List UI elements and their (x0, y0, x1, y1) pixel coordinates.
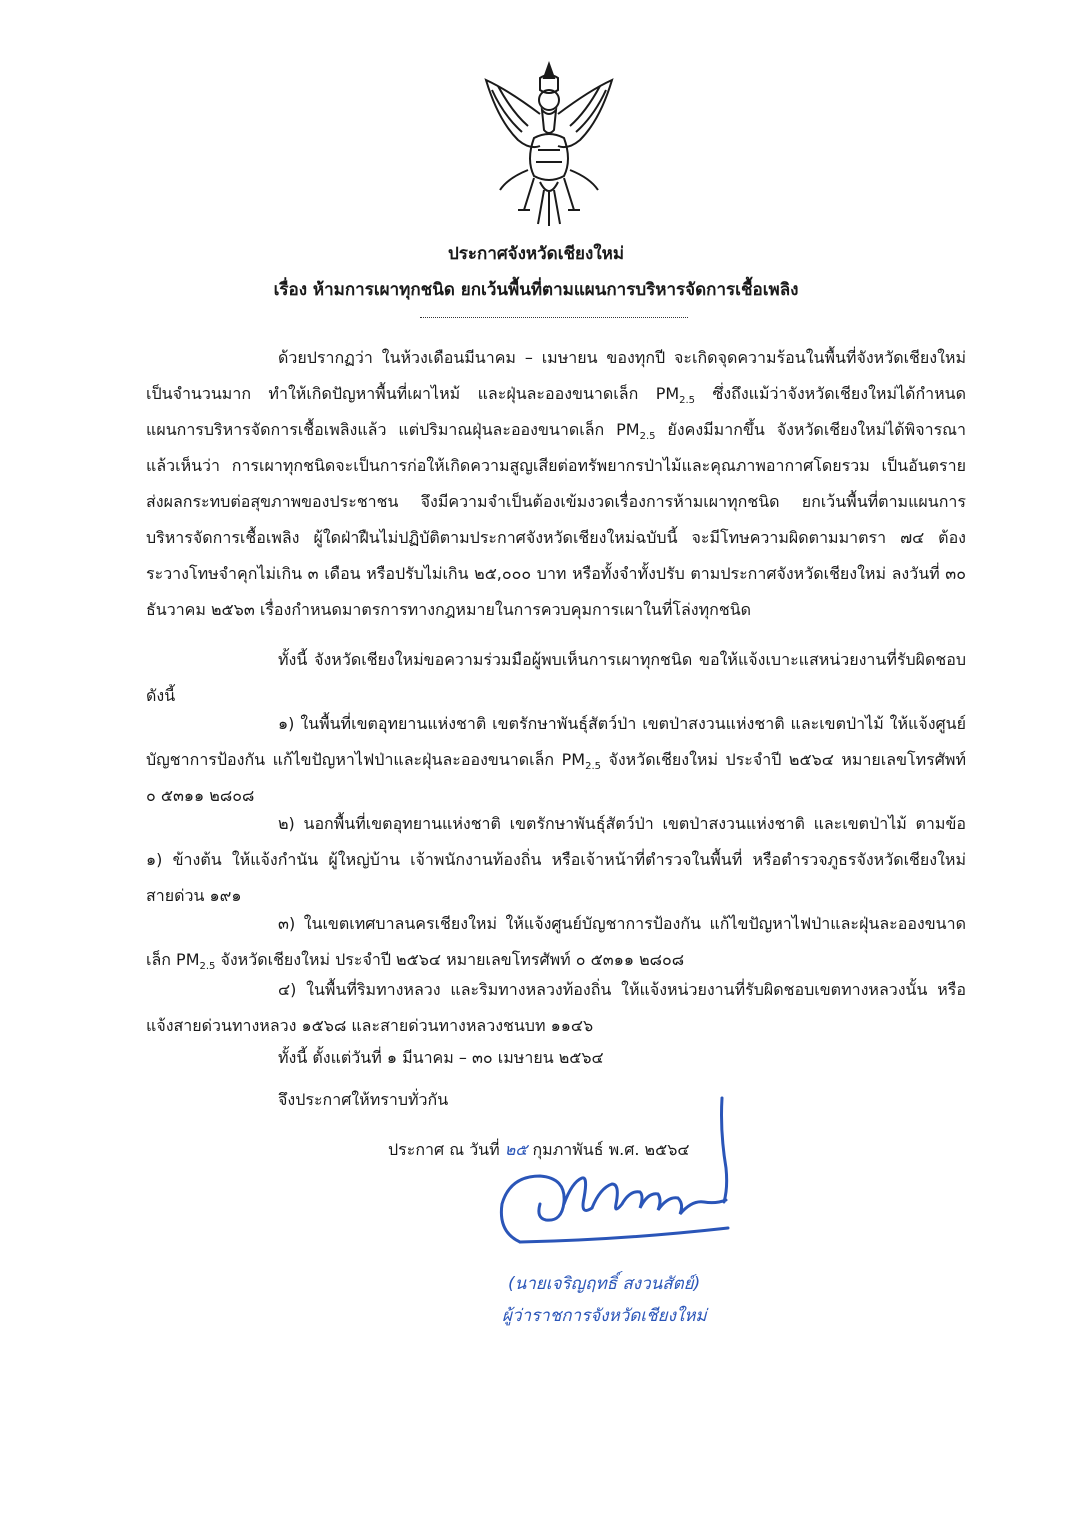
announcement-subject: เรื่อง ห้ามการเผาทุกชนิด ยกเว้นพื้นที่ตามแผนการบริหารจัดการเชื้อเพลิง (273, 280, 799, 300)
effective-period (146, 1040, 966, 1076)
p1-text-b: ซึ่งถึงแม้ว่าจังหวัดเชียงใหม่ได้กำหนดแผนการบริหารจัดการเชื้อเพลิงแล้ว แต่ปริมาณฝุ่นละอองขนาดเล็ก (146, 384, 966, 439)
governor-position: ผู้ว่าราชการจังหวัดเชียงใหม่ (502, 1306, 707, 1326)
list-item-1 (146, 706, 966, 814)
dotted-divider (420, 317, 688, 318)
item1-text-b: จังหวัดเชียงใหม่ ประจำปี ๒๕๖๔ หมายเลขโทรศัพท์ ๐ ๕๓๑๑ ๒๘๐๘ (146, 750, 966, 805)
p2-text: ทั้งนี้ จังหวัดเชียงใหม่ขอความร่วมมือผู้พบเห็นการเผาทุกชนิด ขอให้แจ้งเบาะแสหน่วยงานที่รับผิดชอบ ดังนี้ (146, 650, 966, 705)
body-paragraph-1 (146, 340, 966, 628)
closing-text: จึงประกาศให้ทราบทั่วกัน (278, 1090, 449, 1109)
pm-sub: 2.5 (639, 431, 656, 443)
handwritten-signature-icon (480, 1092, 760, 1252)
pm-label: PM (655, 384, 680, 403)
list-item-3 (146, 906, 966, 978)
pm-sub: 2.5 (679, 395, 696, 407)
garuda-emblem-icon (478, 60, 620, 228)
pm-label: PM (176, 950, 200, 969)
list-item-2 (146, 806, 966, 914)
governor-name: (นายเจริญฤทธิ์ สงวนสัตย์) (508, 1274, 701, 1294)
pm-label: PM (561, 750, 586, 769)
list-item-4 (146, 972, 966, 1044)
body-paragraph-2 (146, 642, 966, 714)
item3-text-b: จังหวัดเชียงใหม่ ประจำปี ๒๕๖๔ หมายเลขโทรศัพท์ ๐ ๕๓๑๑ ๒๘๐๘ (215, 950, 685, 969)
date-suffix: กุมภาพันธ์ พ.ศ. ๒๕๖๔ (527, 1140, 690, 1159)
period-text: ทั้งนี้ ตั้งแต่วันที่ ๑ มีนาคม – ๓๐ เมษายน ๒๕๖๔ (278, 1048, 604, 1067)
item2-text: ๒) นอกพื้นที่เขตอุทยานแห่งชาติ เขตรักษาพันธุ์สัตว์ป่า เขตป่าสงวนแห่งชาติ และเขตป่าไม้ ตามข้อ ๑) ข้างต้น ให้แจ้งกำนัน ผู้ใหญ่บ้าน เจ้าพนักงานท้องถิ่น หรือเจ้าหน้าที่ตำรวจในพื้นที่ หรือตำรวจภูธรจังหวัดเชียงใหม่ สายด่วน ๑๙๑ (146, 814, 966, 905)
announcement-title: ประกาศจังหวัดเชียงใหม่ (447, 244, 625, 264)
item1-text-a: ๑) ในพื้นที่เขตอุทยานแห่งชาติ เขตรักษาพันธุ์สัตว์ป่า เขตป่าสงวนแห่งชาติ และเขตป่าไม้ ให้แจ้งศูนย์บัญชาการป้องกัน แก้ไขปัญหาไฟป่าและฝุ่นละอองขนาดเล็ก (146, 714, 966, 769)
pm-sub: 2.5 (199, 961, 216, 973)
item4-text: ๔) ในพื้นที่ริมทางหลวง และริมทางหลวงท้องถิ่น ให้แจ้งหน่วยงานที่รับผิดชอบเขตทางหลวงนั้น หรือแจ้งสายด่วนทางหลวง ๑๕๖๘ และสายด่วนทางหลวงชนบท ๑๑๔๖ (146, 980, 966, 1035)
pm-label: PM (616, 420, 640, 439)
item3-text-a: ๓) ในเขตเทศบาลนครเชียงใหม่ ให้แจ้งศูนย์บัญชาการป้องกัน แก้ไขปัญหาไฟป่าและฝุ่นละอองขนาดเล็ก (146, 914, 966, 969)
date-prefix: ประกาศ ณ วันที่ (388, 1140, 505, 1159)
p1-text-a: ด้วยปรากฏว่า ในห้วงเดือนมีนาคม – เมษายน ของทุกปี จะเกิดจุดความร้อนในพื้นที่จังหวัดเชียงใหม่เป็นจำนวนมาก ทำให้เกิดปัญหาพื้นที่เผาไหม้ และฝุ่นละอองขนาดเล็ก (146, 348, 966, 403)
date-day: ๒๕ (504, 1140, 528, 1159)
p1-text-c: ยังคงมีมากขึ้น จังหวัดเชียงใหม่ได้พิจารณาแล้วเห็นว่า การเผาทุกชนิดจะเป็นการก่อให้เกิดความสูญเสียต่อทรัพยากรป่าไม้และคุณภาพอากาศโดยรวม เป็นอันตรายส่งผลกระทบต่อสุขภาพของประชาชน จึงมีความจำเป็นต้องเข้มงวดเรื่องการห้ามเผาทุกชนิด ยกเว้นพื้นที่ตามแผนการบริหารจัดการเชื้อเพลิง ผู้ใดฝ่าฝืนไม่ปฏิบัติตามประกาศจังหวัดเชียงใหม่ฉบับนี้ จะมีโทษความผิดตามมาตรา ๗๔ ต้องระวางโทษจำคุกไม่เกิน ๓ เดือน หรือปรับไม่เกิน ๒๕,๐๐๐ บาท หรือทั้งจำทั้งปรับ ตามประกาศจังหวัดเชียงใหม่ ลงวันที่ ๓๐ ธันวาคม ๒๕๖๓ เรื่องกำหนดมาตรการทางกฎหมายในการควบคุมการเผาในที่โล่งทุกชนิด (146, 420, 966, 619)
pm-sub: 2.5 (585, 761, 601, 773)
